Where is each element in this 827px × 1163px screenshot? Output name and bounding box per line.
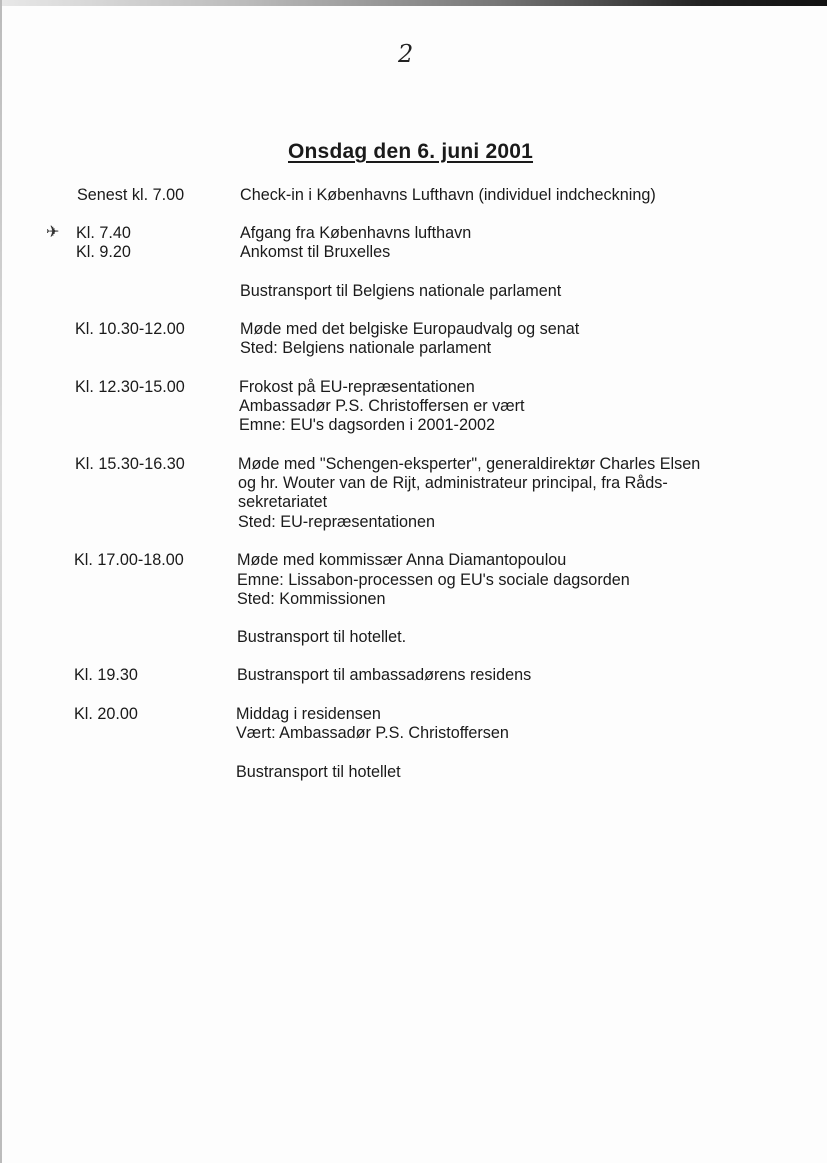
time-lunch: Kl. 12.30-15.00 [75,378,185,396]
entry-departure: Afgang fra Københavns lufthavn [240,224,472,242]
scan-top-edge [0,0,827,6]
entry-schengen-line2: og hr. Wouter van de Rijt, administrateur principal, fra Råds- [238,474,668,492]
entry-schengen: Møde med "Schengen-eksperter", generaldirektør Charles Elsen [238,455,701,473]
entry-commissioner: Møde med kommissær Anna Diamantopoulou [237,551,567,569]
time-arrival: Kl. 9.20 [76,243,131,261]
entry-meeting-europaudvalg: Møde med det belgiske Europaudvalg og senat [240,320,580,338]
entry-bus-parlament: Bustransport til Belgiens nationale parlament [240,282,562,300]
time-bus-residens: Kl. 19.30 [74,666,138,684]
time-departure: Kl. 7.40 [76,224,131,242]
entry-bus-hotel-1: Bustransport til hotellet. [237,628,407,646]
entry-bus-residens: Bustransport til ambassadørens residens [237,666,532,684]
entry-dinner-host: Vært: Ambassadør P.S. Christoffersen [236,724,509,742]
time-schengen: Kl. 15.30-16.30 [75,455,185,473]
entry-schengen-line3: sekretariatet [238,493,328,511]
entry-dinner: Middag i residensen [236,705,381,723]
time-checkin: Senest kl. 7.00 [77,186,185,204]
entry-commissioner-topic: Emne: Lissabon-processen og EU's sociale dagsorden [237,571,630,589]
entry-lunch-host: Ambassadør P.S. Christoffersen er vært [239,397,525,415]
time-dinner: Kl. 20.00 [74,705,138,723]
entry-schengen-place: Sted: EU-repræsentationen [238,513,436,531]
plane-icon: ✈ [46,224,60,241]
time-meeting-europaudvalg: Kl. 10.30-12.00 [75,320,185,338]
page-number: 2 [398,40,414,68]
entry-arrival: Ankomst til Bruxelles [240,243,391,261]
entry-commissioner-place: Sted: Kommissionen [237,590,386,608]
entry-meeting-europaudvalg-place: Sted: Belgiens nationale parlament [240,339,492,357]
time-commissioner: Kl. 17.00-18.00 [74,551,184,569]
page-title: Onsdag den 6. juni 2001 [288,140,534,163]
scan-left-edge [0,0,2,1163]
entry-lunch-topic: Emne: EU's dagsorden i 2001-2002 [239,416,495,434]
entry-lunch: Frokost på EU-repræsentationen [239,378,475,396]
entry-bus-hotel-2: Bustransport til hotellet [236,763,401,781]
entry-checkin: Check-in i Københavns Lufthavn (individuel indcheckning) [240,186,656,204]
